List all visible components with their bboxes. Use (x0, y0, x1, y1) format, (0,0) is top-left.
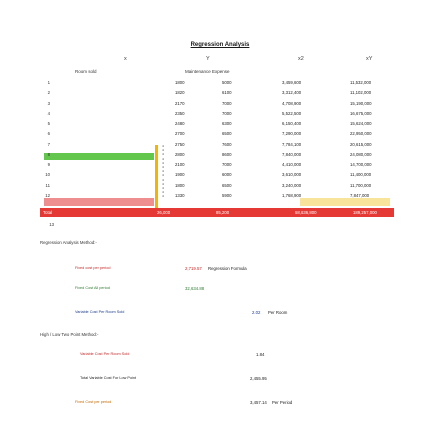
header-room-sold: Room sold (75, 69, 97, 74)
label-per-period: Per Period (272, 400, 293, 405)
cell-xy: 22,950,000 (350, 131, 372, 137)
total-row (40, 208, 394, 217)
highlight-min-row (44, 198, 154, 206)
cell-x2: 5,522,500 (282, 110, 302, 116)
total-maintenance: 85,200 (216, 210, 230, 215)
cell-x2: 4,708,900 (282, 100, 302, 106)
cell-xy: 11,102,000 (350, 90, 372, 96)
row-number-13: 13 (49, 222, 54, 227)
cell-maintenance-expense: 6500 (222, 131, 232, 137)
row-number: 4 (47, 110, 50, 116)
cell-xy: 15,190,000 (350, 100, 372, 106)
label-fixed-cost-per-period: Fixed cost per period (75, 266, 111, 270)
total-room-sold: 26,000 (157, 210, 171, 215)
var-label-x: x (124, 56, 127, 62)
cell-room-sold: 1820 (175, 90, 185, 96)
cell-x2: 6,150,400 (282, 121, 302, 126)
label-variable-cost-per-room: Variable Cost Per Room Sold (75, 310, 125, 314)
label-per-room: Per Room (268, 310, 288, 315)
highlight-min-values (300, 198, 390, 206)
cell-xy: 24,080,000 (350, 151, 372, 157)
cell-xy: 7,847,000 (350, 192, 370, 198)
label-total-variable-cost-low: Total Variable Cost For Low Point (80, 376, 137, 380)
cell-room-sold: 2350 (175, 110, 185, 116)
cell-xy: 14,700,000 (350, 162, 372, 167)
var-label-xy: xY (366, 56, 373, 62)
value-hl-variable-cost-per-room: 1.84 (256, 352, 265, 357)
row-number: 6 (47, 131, 50, 137)
value-total-variable-cost-low: 2,455.95 (250, 376, 267, 381)
cell-room-sold: 2480 (175, 121, 185, 126)
selection-cursor[interactable] (155, 145, 158, 211)
value-hl-fixed-cost-per-period: 3,457.14 (250, 400, 267, 405)
cell-room-sold: 1330 (175, 192, 185, 198)
cell-maintenance-expense: 6300 (222, 121, 232, 126)
label-fixed-cost-all-period: Fixed Cost All period (75, 286, 110, 290)
total-x2: 58,636,800 (295, 210, 317, 215)
label-hl-variable-cost-per-room: Variable Cost Per Room Sold (80, 352, 130, 356)
cell-x2: 1,768,900 (282, 192, 302, 198)
cell-xy: 16,675,000 (350, 110, 372, 116)
cell-room-sold: 1900 (175, 172, 185, 178)
row-number: 7 (47, 141, 50, 147)
total-xy: 189,257,000 (353, 210, 377, 215)
cell-x2: 7,840,000 (282, 151, 302, 157)
total-label: Total (43, 210, 53, 215)
cell-maintenance-expense: 6100 (222, 90, 232, 96)
cell-x2: 4,410,000 (282, 162, 302, 167)
highlight-max-row (44, 153, 154, 160)
cell-x2: 7,784,100 (282, 141, 302, 147)
cell-xy: 20,615,000 (350, 141, 372, 147)
cell-maintenance-expense: 5900 (222, 192, 232, 198)
cell-maintenance-expense: 7000 (222, 162, 232, 167)
cell-maintenance-expense: 8600 (222, 151, 232, 157)
cell-maintenance-expense: 7600 (222, 141, 232, 147)
value-fixed-cost-all-period: 32,634.88 (185, 286, 205, 291)
cell-room-sold: 2750 (175, 141, 185, 147)
row-number: 8 (47, 151, 50, 157)
page-title: Regression Analysis (190, 42, 250, 48)
value-variable-cost-per-room: 2.02 (252, 310, 261, 315)
row-number: 11 (45, 182, 50, 188)
label-hl-fixed-cost-per-period: Fixed Cost per period (75, 400, 112, 404)
cell-room-sold: 2800 (175, 151, 185, 157)
row-number: 9 (47, 162, 50, 167)
row-number: 12 (45, 192, 50, 198)
cell-maintenance-expense: 5000 (222, 80, 232, 85)
var-label-x2: x2 (298, 56, 304, 62)
cell-x2: 3,240,000 (282, 182, 302, 188)
cell-maintenance-expense: 6000 (222, 172, 232, 178)
label-regression-formula: Regression Formula (208, 266, 247, 271)
cell-room-sold: 1800 (175, 182, 185, 188)
cell-x2: 3,459,600 (282, 80, 302, 85)
cell-x2: 7,290,000 (282, 131, 302, 137)
cell-xy: 11,532,000 (350, 80, 372, 85)
row-number: 1 (47, 80, 50, 85)
cell-xy: 11,400,000 (350, 172, 372, 178)
cell-x2: 3,610,000 (282, 172, 302, 178)
section-regression-title: Regression Analysis Method:- (40, 240, 97, 245)
cell-room-sold: 2170 (175, 100, 185, 106)
row-number: 3 (47, 100, 50, 106)
row-number: 10 (45, 172, 50, 178)
cell-maintenance-expense: 7000 (222, 110, 232, 116)
cell-x2: 3,312,400 (282, 90, 302, 96)
cell-room-sold: 2700 (175, 131, 185, 137)
cell-xy: 15,624,000 (350, 121, 372, 126)
row-number: 5 (47, 121, 50, 126)
value-fixed-cost-per-period: 2,719.57 (185, 266, 202, 271)
section-high-low-title: High / Low Two Point Method:- (40, 332, 99, 337)
cell-xy: 11,700,000 (350, 182, 372, 188)
cell-room-sold: 1800 (175, 80, 185, 85)
row-number: 2 (47, 90, 50, 96)
cell-room-sold: 2100 (175, 162, 185, 167)
cell-maintenance-expense: 7000 (222, 100, 232, 106)
var-label-y: Y (206, 56, 210, 62)
cell-maintenance-expense: 6500 (222, 182, 232, 188)
header-maintenance-expense: Maintenance Expense (185, 69, 230, 74)
tick-column: 4 4 4 4 4 4 4 4 4 4 4 4 4 (162, 144, 164, 199)
